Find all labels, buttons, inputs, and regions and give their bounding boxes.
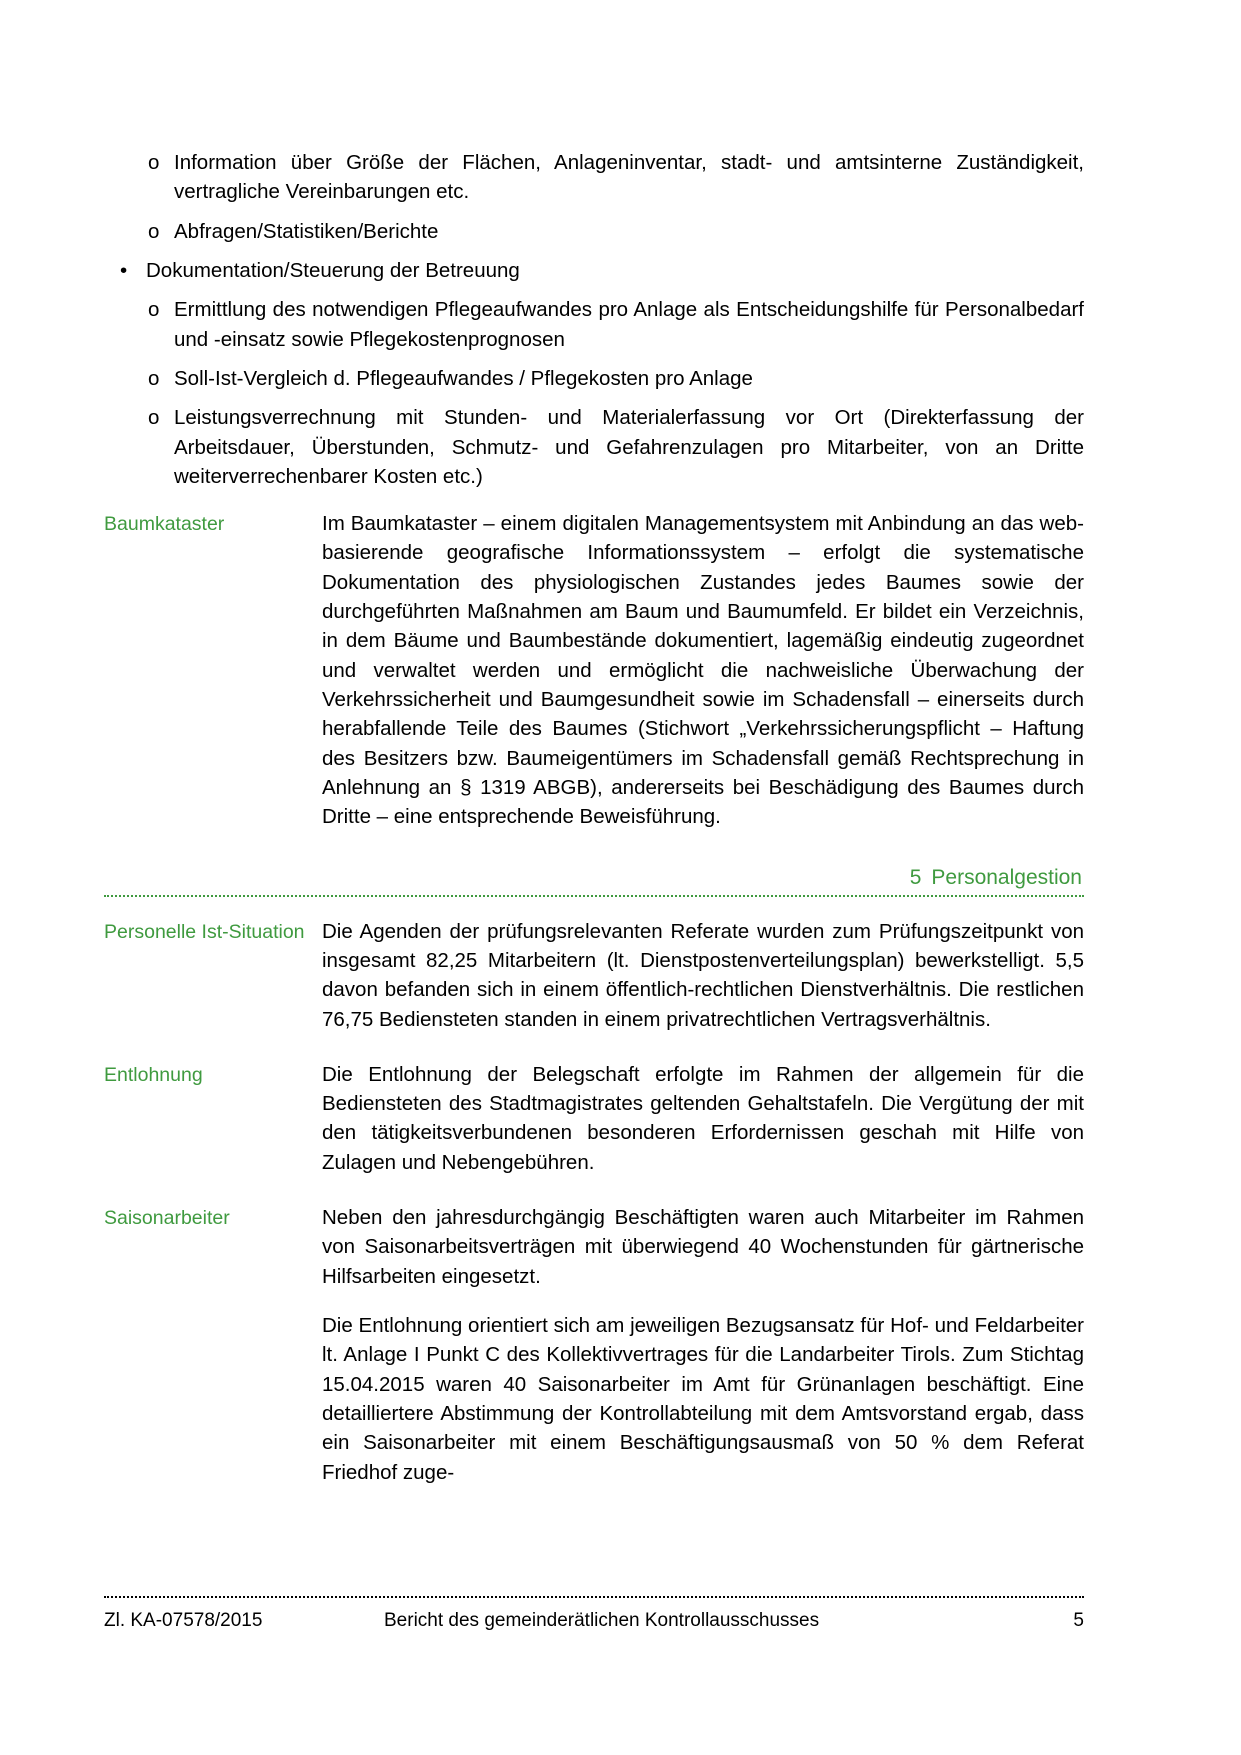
footer-row [104, 1610, 1084, 1632]
list-item-text: Ermittlung des notwendigen Pflegeaufwandes pro Anlage als Entscheidungshilfe für Personalbedarf und -einsatz sowie Pflegekostenprognosen [174, 298, 1084, 351]
marginal-note: Saisonarbeiter [104, 1207, 230, 1230]
paragraph: Die Entlohnung orientiert sich am jeweiligen Bezugsansatz für Hof- und Feldarbeiter lt. Anlage I Punkt C des Kollektivvertrages für die Landarbeiter Tirols. Zum Stichtag 15.04.2015 waren 40 Saisonarbeiter im Amt für Grünanlagen beschäftigt. Eine detailliertere Abstimmung der Kontrollabteilung mit dem Amtsvorstand ergab, dass ein Saisonarbeiter mit einem Beschäftigungsausmaß von 50 % dem Referat Friedhof zuge- [322, 1314, 1084, 1484]
marginal-note: Baumkataster [104, 513, 225, 536]
footer-reference-number: Zl. KA-07578/2015 [104, 1610, 263, 1631]
paragraph: Neben den jahresdurchgängig Beschäftigten waren auch Mitarbeiter im Rahmen von Saisonarbeitsverträgen mit überwiegend 40 Wochenstunden für gärtnerische Hilfsarbeiten eingesetzt. [322, 1206, 1084, 1288]
section-body [322, 917, 1084, 1034]
chapter-title-line [104, 866, 1084, 895]
circle-bullet-icon: o [148, 219, 160, 243]
page-footer [104, 1596, 1084, 1632]
list-item-text: Information über Größe der Flächen, Anlageninventar, stadt- und amtsinterne Zuständigkeit, vertragliche Vereinbarungen etc. [174, 151, 1084, 204]
section-saisonarbeiter [104, 1203, 1084, 1487]
circle-bullet-icon: o [148, 366, 160, 390]
bullet-list [104, 148, 1084, 491]
paragraph: Im Baumkataster – einem digitalen Managementsystem mit Anbindung an das web-basierende geografische Informationssystem – erfolgt die systematische Dokumentation des physiologischen Zustandes jedes Baumes sowie der durchgeführten Maßnahmen am Baum und Baumumfeld. Er bildet ein Verzeichnis, in dem Bäume und Baumbestände dokumentiert, lagemäßig eindeutig zugeordnet und verwaltet werden und ermöglicht die nachweisliche Überwachung der Verkehrssicherheit und Baumgesundheit sowie im Schadensfall – einerseits durch herabfallende Teile des Baumes (Stichwort „Verkehrssicherungspflicht – Haftung des Besitzers bzw. Baumeigentümers im Schadensfall gemäß Rechtsprechung in Anlehnung an § 1319 ABGB), andererseits bei Beschädigung des Baumes durch Dritte – eine entsprechende Beweisführung. [322, 512, 1084, 829]
section-personelle-ist-situation [104, 917, 1084, 1034]
chapter-heading [104, 866, 1084, 897]
heading-divider [104, 895, 1084, 897]
chapter-title: Personalgestion [931, 865, 1082, 889]
list-item-text: Soll-Ist-Vergleich d. Pflegeaufwandes / Pflegekosten pro Anlage [174, 366, 753, 390]
list-item [120, 256, 1084, 285]
list-item [148, 217, 1084, 246]
circle-bullet-icon: o [148, 406, 160, 430]
list-item [148, 403, 1084, 491]
footer-document-title: Bericht des gemeinderätlichen Kontrollausschusses [384, 1610, 820, 1631]
section-body [322, 1060, 1084, 1177]
list-item-text: Leistungsverrechnung mit Stunden- und Materialerfassung vor Ort (Direkterfassung der Arbeitsdauer, Überstunden, Schmutz- und Gefahrenzulagen pro Mitarbeiter, von an Dritte weiterverrechenbarer Kosten etc.) [174, 406, 1084, 488]
section-entlohnung [104, 1060, 1084, 1177]
list-item [148, 295, 1084, 354]
marginal-note: Entlohnung [104, 1063, 203, 1086]
list-item [148, 364, 1084, 393]
paragraph: Die Entlohnung der Belegschaft erfolgte im Rahmen der allgemein für die Bediensteten des Stadtmagistrates geltenden Gehaltstafeln. Die Vergütung der mit den tätigkeitsverbundenen besonderen Erfordernissen geschah mit Hilfe von Zulagen und Nebengebühren. [322, 1062, 1084, 1174]
circle-bullet-icon: o [148, 298, 160, 322]
dot-bullet-icon: • [120, 258, 128, 282]
list-item-text: Abfragen/Statistiken/Berichte [174, 219, 439, 243]
circle-bullet-icon: o [148, 151, 160, 174]
section-body [322, 1203, 1084, 1487]
section-body [322, 509, 1084, 831]
paragraph: Die Agenden der prüfungsrelevanten Referate wurden zum Prüfungszeitpunkt von insgesamt 82,25 Mitarbeitern (lt. Dienstpostenverteilungsplan) bewerkstelligt. 5,5 davon befanden sich in einem öffentlich-rechtlichen Dienstverhältnis. Die restlichen 76,75 Bediensteten standen in einem privatrechtlichen Vertragsverhältnis. [322, 919, 1084, 1031]
section-baumkataster [104, 509, 1084, 831]
footer-page-number: 5 [1073, 1610, 1084, 1631]
marginal-note: Personelle Ist-Situation [104, 920, 305, 943]
list-item-text: Dokumentation/Steuerung der Betreuung [146, 258, 520, 282]
list-item [148, 148, 1084, 207]
chapter-number: 5 [909, 865, 922, 889]
page-content [104, 148, 1084, 1513]
footer-divider [104, 1596, 1084, 1598]
